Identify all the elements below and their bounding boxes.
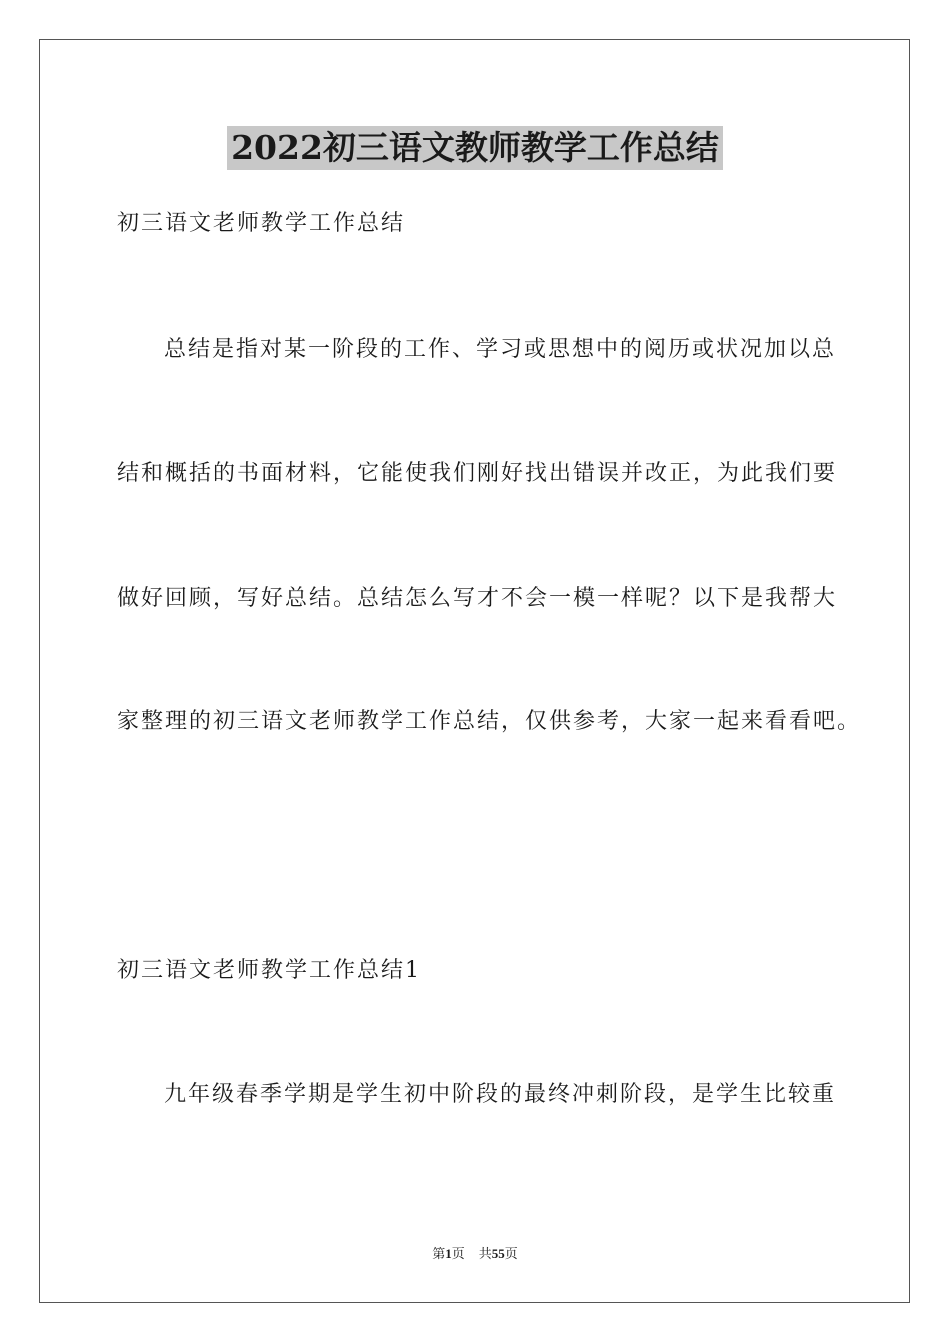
page-footer xyxy=(0,1246,950,1262)
footer-total-pages: 55 xyxy=(491,1246,505,1261)
section-line-1: 九年级春季学期是学生初中阶段的最终冲刺阶段，是学生比较重 xyxy=(164,1082,837,1107)
intro-line-1: 总结是指对某一阶段的工作、学习或思想中的阅历或状况加以总 xyxy=(164,337,837,362)
document-title: 2022初三语文教师教学工作总结 xyxy=(227,126,723,170)
footer-total-suffix: 页 xyxy=(504,1246,518,1261)
section-heading: 初三语文老师教学工作总结1 xyxy=(117,958,421,983)
intro-line-2: 结和概括的书面材料，它能使我们刚好找出错误并改正，为此我们要 xyxy=(117,461,838,486)
footer-page-suffix: 页 xyxy=(451,1246,465,1261)
footer-total-prefix: 共 xyxy=(478,1246,492,1261)
footer-page-number: 1 xyxy=(445,1246,452,1261)
intro-line-4: 家整理的初三语文老师教学工作总结，仅供参考，大家一起来看看吧。 xyxy=(117,709,862,734)
intro-line-3: 做好回顾，写好总结。总结怎么写才不会一模一样呢？以下是我帮大 xyxy=(117,586,838,611)
title-container xyxy=(0,126,950,170)
footer-page-prefix: 第 xyxy=(432,1246,446,1261)
document-subtitle: 初三语文老师教学工作总结 xyxy=(117,211,406,236)
